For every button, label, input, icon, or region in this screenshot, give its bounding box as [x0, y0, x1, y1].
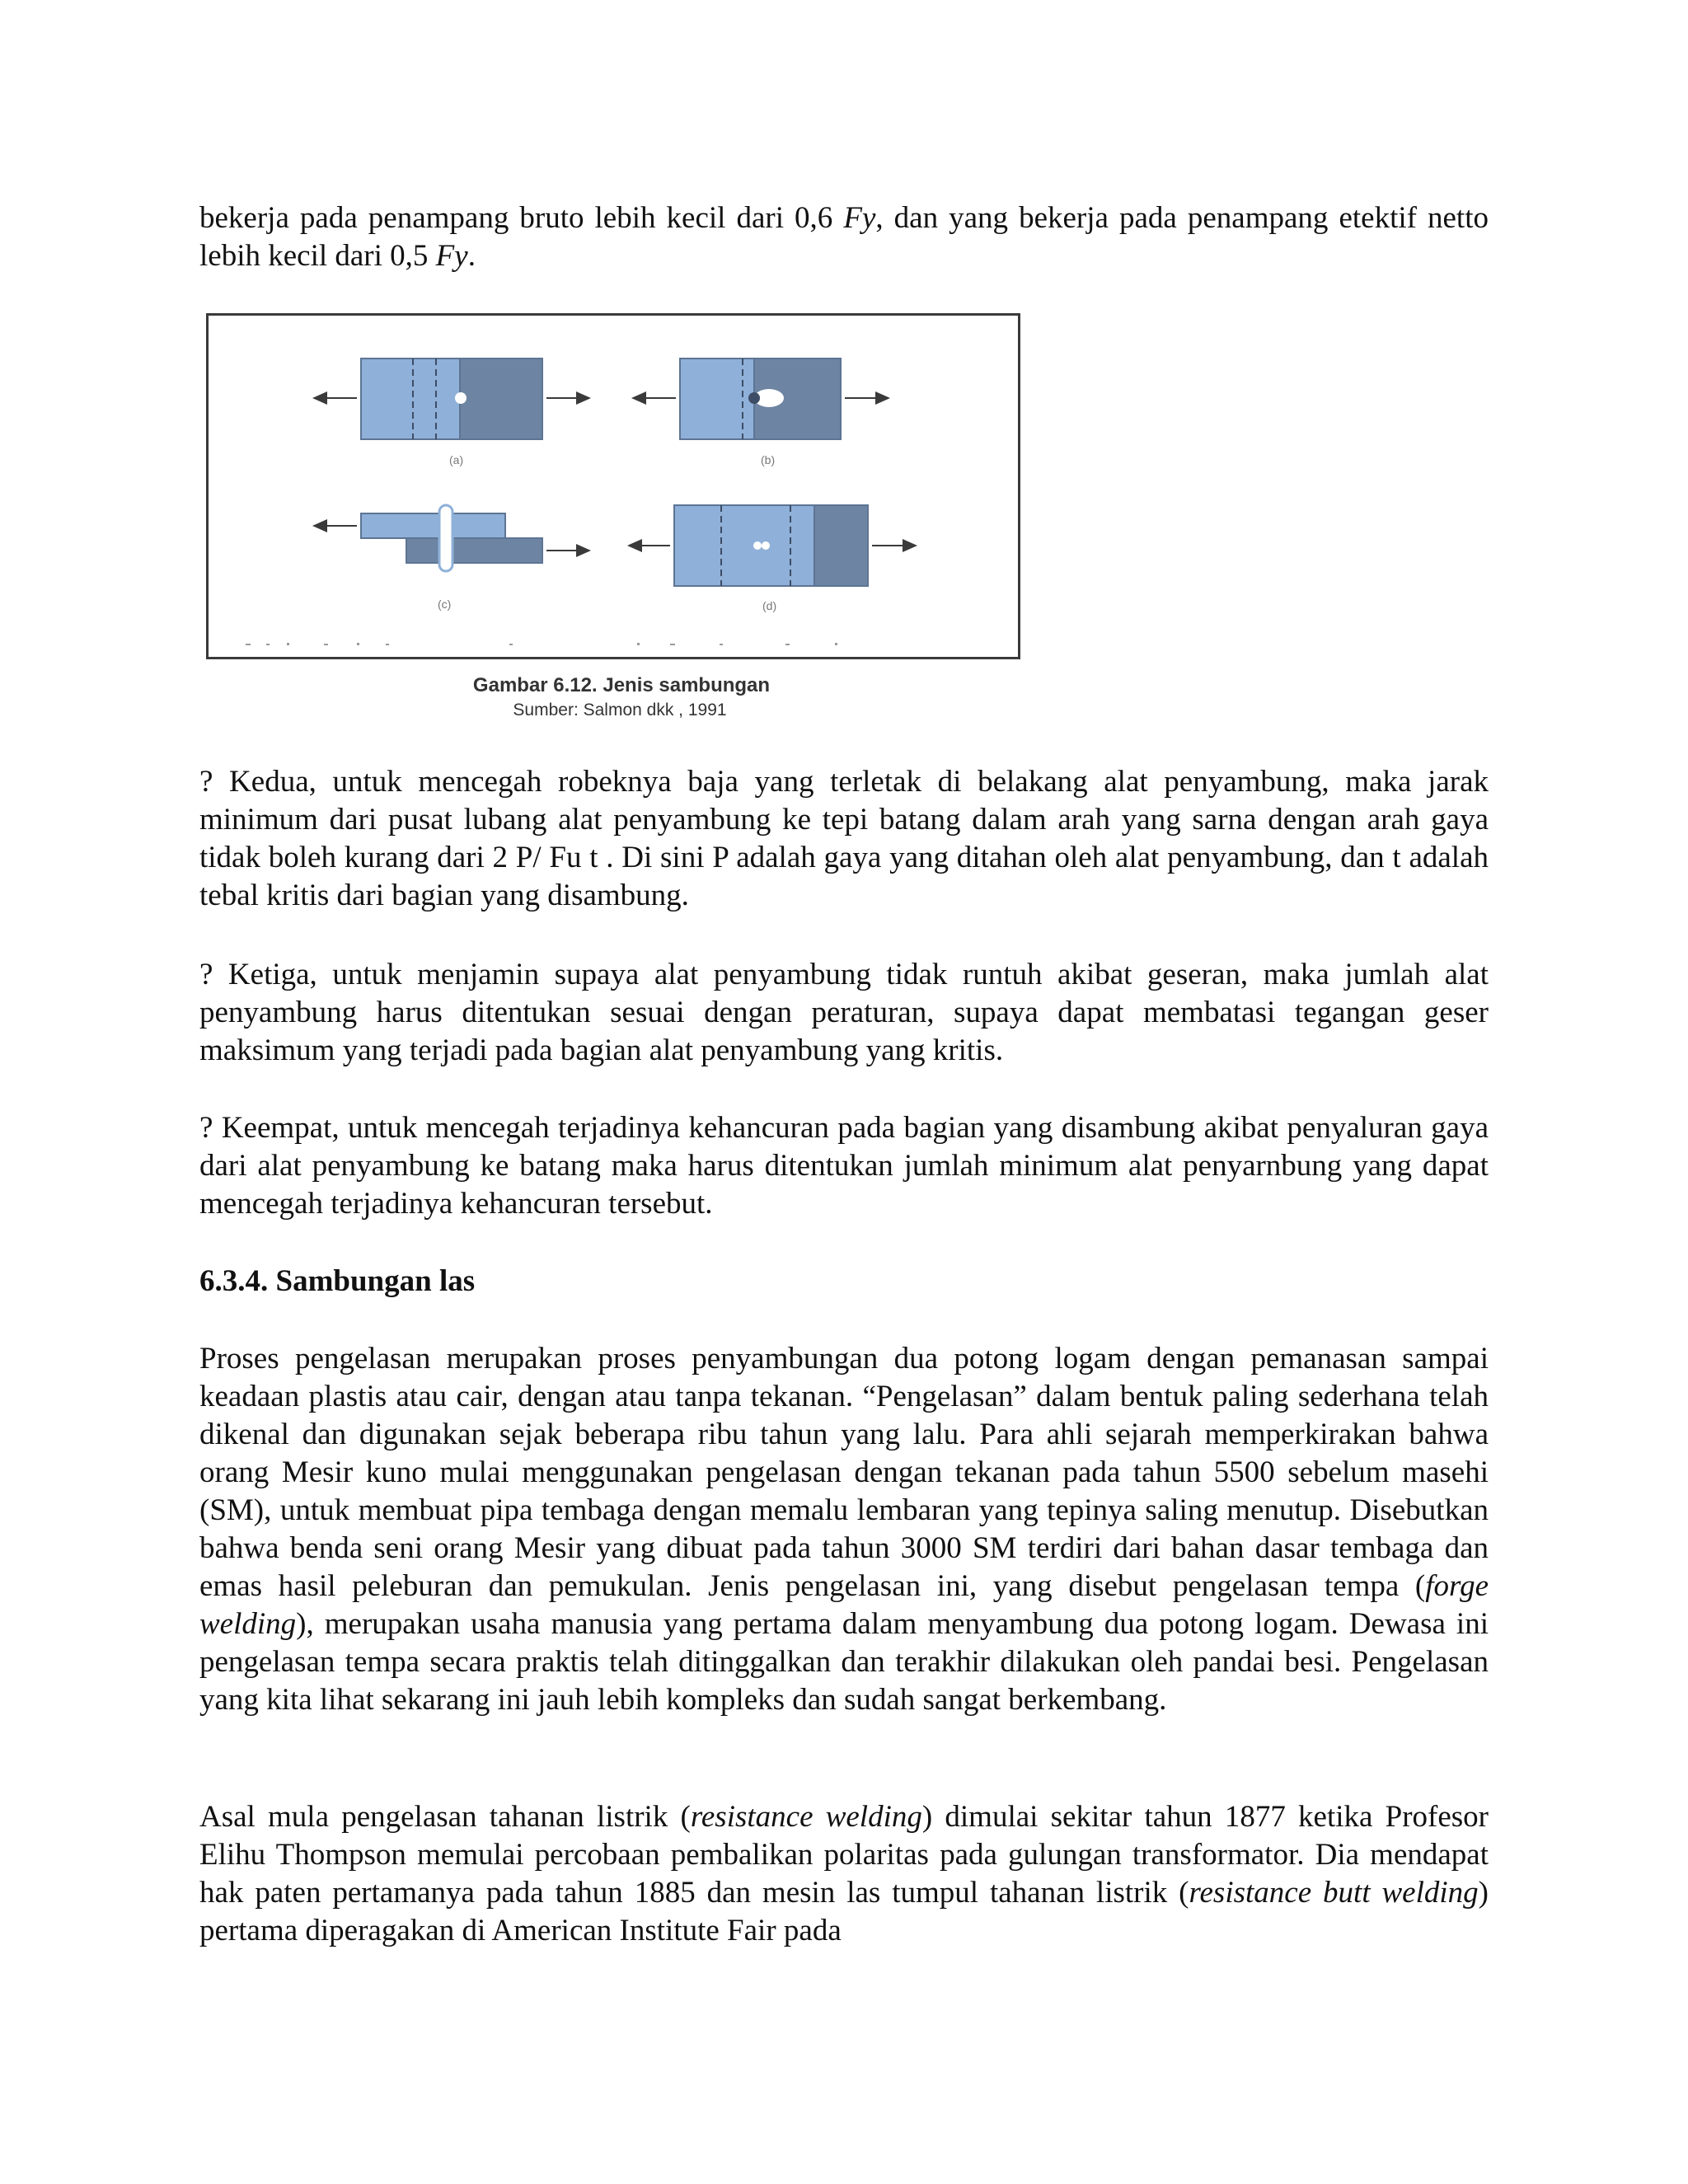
- connection-diagram: [209, 316, 1018, 657]
- text-run: ), merupakan usaha manusia yang pertama dalam menyambung dua potong logam. Dewasa ini pengelasan tempa secara praktis telah ditinggalkan dan terakhir dilakukan oleh pandai besi. Pengelasan yang kita lihat sekarang ini jauh lebih kompleks dan sudah sangat berkembang.: [199, 1607, 1489, 1717]
- panel-label-d: (d): [762, 599, 777, 612]
- panel-a: [314, 359, 589, 466]
- top-paragraph: [199, 199, 1489, 275]
- text-run: Asal mula pengelasan tahanan listrik (: [199, 1800, 691, 1834]
- figure-caption-source: Sumber: Salmon dkk , 1991: [513, 701, 727, 719]
- paragraph-text: ? Keempat, untuk mencegah terjadinya kehancuran pada bagian yang disambung akibat penyaluran gaya dari alat penyambung ke batang maka harus ditentukan jumlah minimum alat penyarnbung yang dapat mencegah terjadinya kehancuran tersebut.: [199, 1111, 1489, 1221]
- connection-types-figure: [206, 313, 1020, 659]
- fy-symbol: Fy: [435, 239, 468, 273]
- figure-caption-title: Gambar 6.12. Jenis sambungan: [472, 674, 771, 696]
- text-run: .: [467, 239, 476, 273]
- text-run: Proses pengelasan merupakan proses penyambungan dua potong logam dengan pemanasan sampai keadaan plastis atau cair, dengan atau tanpa tekanan. “Pengelasan” dalam bentuk paling sederhana telah dikenal dan digunakan sejak beberapa ribu tahun yang lalu. Para ahli sejarah memperkirakan bahwa orang Mesir kuno mulai menggunakan pengelasan dengan tekanan pada tahun 5500 sebelum masehi (SM), untuk membuat pipa tembaga dengan memalu lembaran yang tepinya saling menutup. Disebutkan bahwa benda seni orang Mesir yang dibuat pada tahun 3000 SM terdiri dari bahan dasar tembaga dan emas hasil peleburan dan pemukulan. Jenis pengelasan ini, yang disebut pengelasan tempa (: [199, 1342, 1489, 1603]
- panel-label-a: (a): [449, 453, 464, 466]
- section-heading: 6.3.4. Sambungan las: [199, 1264, 476, 1298]
- paragraph-kedua: [199, 763, 1489, 915]
- italic-term: forge welding: [199, 1569, 1489, 1641]
- paragraph-text: ? Ketiga, untuk menjamin supaya alat penyambung tidak runtuh akibat geseran, maka jumlah alat penyambung harus ditentukan sesuai dengan peraturan, supaya dapat membatasi tegangan geser maksimum yang terjadi pada bagian alat penyambung yang kritis.: [199, 958, 1489, 1067]
- scan-specks: [246, 643, 837, 645]
- panel-d: [629, 505, 916, 612]
- panel-label-c: (c): [438, 598, 452, 611]
- panel-c: [314, 505, 589, 611]
- text-run: ) pertama diperagakan di American Institute Fair pada: [199, 1876, 1489, 1947]
- paragraph-keempat: [199, 1109, 1489, 1223]
- text-run: , dan yang bekerja pada penampang etektif netto lebih kecil dari 0,5: [199, 201, 1489, 273]
- paragraph-asal: [199, 1798, 1489, 1950]
- text-run: ) dimulai sekitar tahun 1877 ketika Profesor Elihu Thompson memulai percobaan pembalikan polaritas pada gulungan transformator. Dia mendapat hak paten pertamanya pada tahun 1885 dan mesin las tumpul tahanan listrik (: [199, 1800, 1489, 1910]
- paragraph-text: ? Kedua, untuk mencegah robeknya baja yang terletak di belakang alat penyambung, maka jarak minimum dari pusat lubang alat penyambung ke tepi batang dalam arah yang sarna dengan arah gaya tidak boleh kurang dari 2 P/ Fu t . Di sini P adalah gaya yang ditahan oleh alat penyambung, dan t adalah tebal kritis dari bagian yang disambung.: [199, 765, 1489, 912]
- paragraph-proses: [199, 1340, 1489, 1719]
- paragraph-ketiga: [199, 956, 1489, 1070]
- panel-label-b: (b): [761, 453, 776, 466]
- fy-symbol: Fy: [843, 201, 876, 235]
- panel-b: [633, 359, 889, 466]
- italic-term: resistance butt welding: [1189, 1876, 1479, 1910]
- italic-term: resistance welding: [690, 1800, 922, 1834]
- text-run: bekerja pada penampang bruto lebih kecil dari 0,6: [199, 201, 844, 235]
